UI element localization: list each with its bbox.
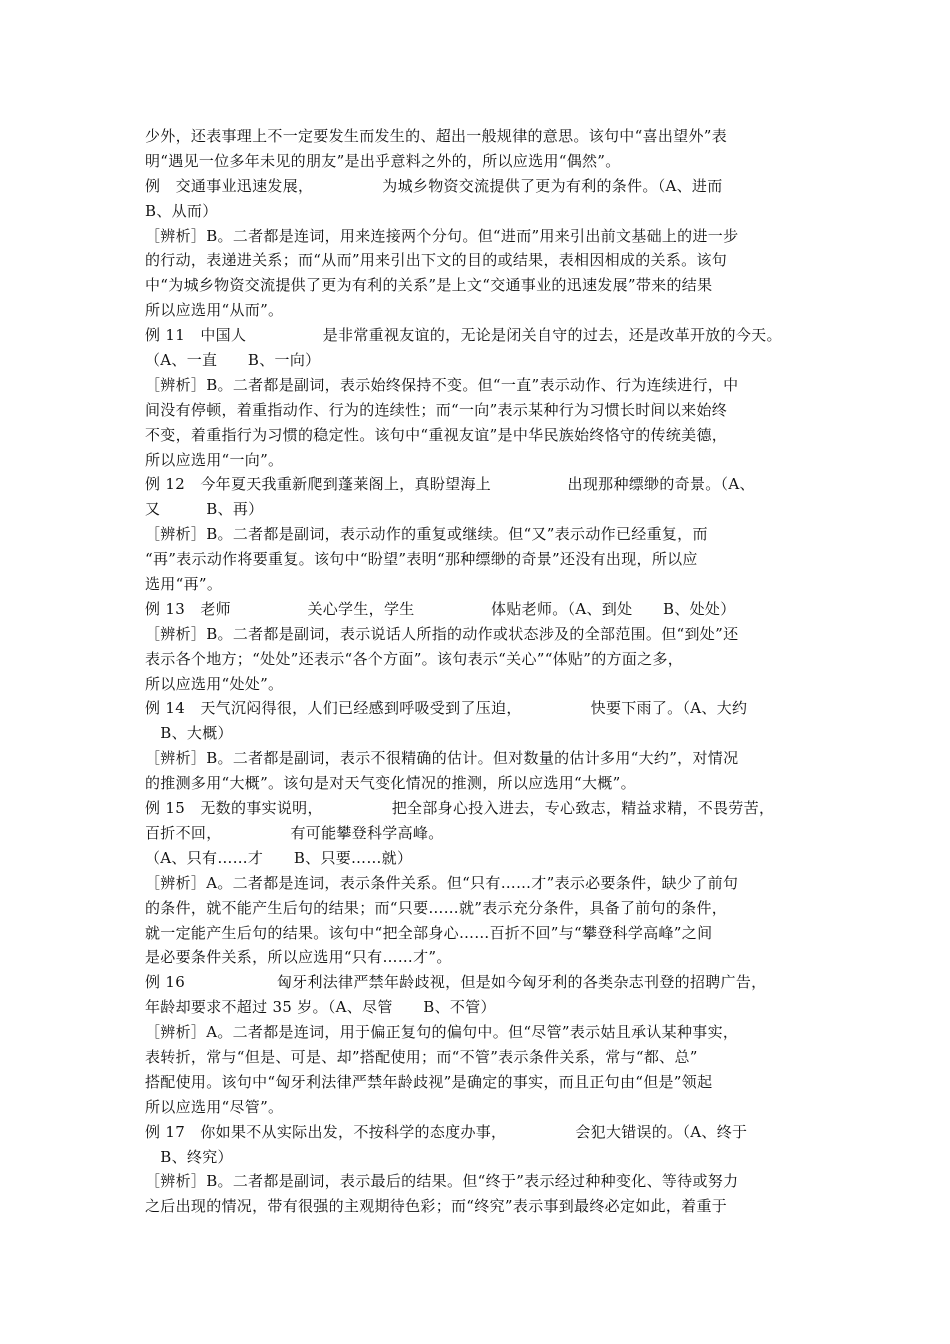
document-body [145, 124, 825, 1219]
text-line: 中“为城乡物资交流提供了更为有利的关系”是上文“交通事业的迅速发展”带来的结果 [145, 276, 713, 295]
text-line: 明“遇见一位多年未见的朋友”是出乎意料之外的，所以应选用“偶然”。 [145, 151, 621, 170]
text-line: ［辨析］B。二者都是副词，表示最后的结果。但“终于”表示经过种种变化、等待或努力 [145, 1172, 739, 1191]
text-line: 例 交通事业迅速发展， 为城乡物资交流提供了更为有利的条件。（A、进而 [145, 176, 723, 195]
text-line: B、从而） [145, 201, 218, 220]
text-line: （A、只有……才 B、只要……就） [145, 848, 413, 867]
text-line: 所以应选用“从而”。 [145, 301, 284, 320]
text-line: 的推测多用“大概”。该句是对天气变化情况的推测，所以应选用“大概”。 [145, 774, 636, 793]
text-line: ［辨析］A。二者都是连词，表示条件关系。但“只有……才”表示必要条件，缺少了前句 [145, 873, 739, 892]
text-line: （A、一直 B、一向） [145, 351, 321, 370]
text-line: 例 17 你如果不从实际出发，不按科学的态度办事， 会犯大错误的。（A、终于 [145, 1122, 748, 1141]
text-line: B、大概） [145, 724, 233, 743]
text-line: 所以应选用“处处”。 [145, 674, 284, 693]
text-line: 所以应选用“尽管”。 [145, 1097, 284, 1116]
text-line: 选用“再”。 [145, 575, 223, 594]
text-line: ［辨析］B。二者都是连词，用来连接两个分句。但“进而”用来引出前文基础上的进一步 [145, 226, 739, 245]
text-line: ［辨析］B。二者都是副词，表示动作的重复或继续。但“又”表示动作已经重复，而 [145, 525, 708, 544]
text-line: 所以应选用“一向”。 [145, 450, 284, 469]
text-line: 是必要条件关系，所以应选用“只有……才”。 [145, 948, 452, 967]
text-line: 年龄却要求不超过 35 岁。（A、尽管 B、不管） [145, 998, 496, 1017]
text-line: 例 13 老师 关心学生，学生 体贴老师。（A、到处 B、处处） [145, 599, 736, 618]
text-line: 例 15 无数的事实说明， 把全部身心投入进去，专心致志，精益求精，不畏劳苦， [145, 799, 775, 818]
text-line: 间没有停顿，着重指动作、行为的连续性；而“一向”表示某种行为习惯长时间以来始终 [145, 400, 728, 419]
text-line: 就一定能产生后句的结果。该句中“把全部身心……百折不回”与“攀登科学高峰”之间 [145, 923, 713, 942]
text-line: 百折不回， 有可能攀登科学高峰。 [145, 823, 444, 842]
text-line: 之后出现的情况，带有很强的主观期待色彩；而“终究”表示事到最终必定如此，着重于 [145, 1197, 728, 1216]
text-line: 又 B、再） [145, 500, 264, 519]
text-line: 表转折，常与“但是、可是、却”搭配使用；而“不管”表示条件关系，常与“都、总” [145, 1047, 698, 1066]
text-line: 搭配使用。该句中“匈牙利法律严禁年龄歧视”是确定的事实，而且正句由“但是”领起 [145, 1072, 713, 1091]
text-line: ［辨析］B。二者都是副词，表示说话人所指的动作或状态涉及的全部范围。但“到处”还 [145, 624, 739, 643]
text-line: 不变，着重指行为习惯的稳定性。该句中“重视友谊”是中华民族始终恪守的传统美德， [145, 425, 728, 444]
text-line: ［辨析］B。二者都是副词，表示不很精确的估计。但对数量的估计多用“大约”，对情况 [145, 749, 739, 768]
text-line: 例 16 匈牙利法律严禁年龄歧视，但是如今匈牙利的各类杂志刊登的招聘广告， [145, 973, 767, 992]
text-line: B、终究） [145, 1147, 233, 1166]
text-line: 例 11 中国人 是非常重视友谊的，无论是闭关自守的过去，还是改革开放的今天。 [145, 326, 782, 345]
text-line: 的条件，就不能产生后句的结果；而“只要……就”表示充分条件，具备了前句的条件， [145, 898, 728, 917]
text-line: 少外，还表事理上不一定要发生而发生的、超出一般规律的意思。该句中“喜出望外”表 [145, 127, 728, 145]
text-line: ［辨析］A。二者都是连词，用于偏正复句的偏句中。但“尽管”表示姑且承认某种事实， [145, 1023, 739, 1042]
text-line: “再”表示动作将要重复。该句中“盼望”表明“那种缥缈的奇景”还没有出现，所以应 [145, 550, 698, 569]
text-line: 例 12 今年夏天我重新爬到蓬莱阁上，真盼望海上 出现那种缥缈的奇景。（A、 [145, 475, 755, 494]
text-line: 表示各个地方；“处处”还表示“各个方面”。该句表示“关心”“体贴”的方面之多， [145, 649, 684, 668]
text-line: 例 14 天气沉闷得很，人们已经感到呼吸受到了压迫， 快要下雨了。（A、大约 [145, 699, 748, 718]
text-line: 的行动，表递进关系；而“从而”用来引出下文的目的或结果，表相因相成的关系。该句 [145, 251, 728, 270]
text-line: ［辨析］B。二者都是副词，表示始终保持不变。但“一直”表示动作、行为连续进行，中 [145, 375, 739, 394]
